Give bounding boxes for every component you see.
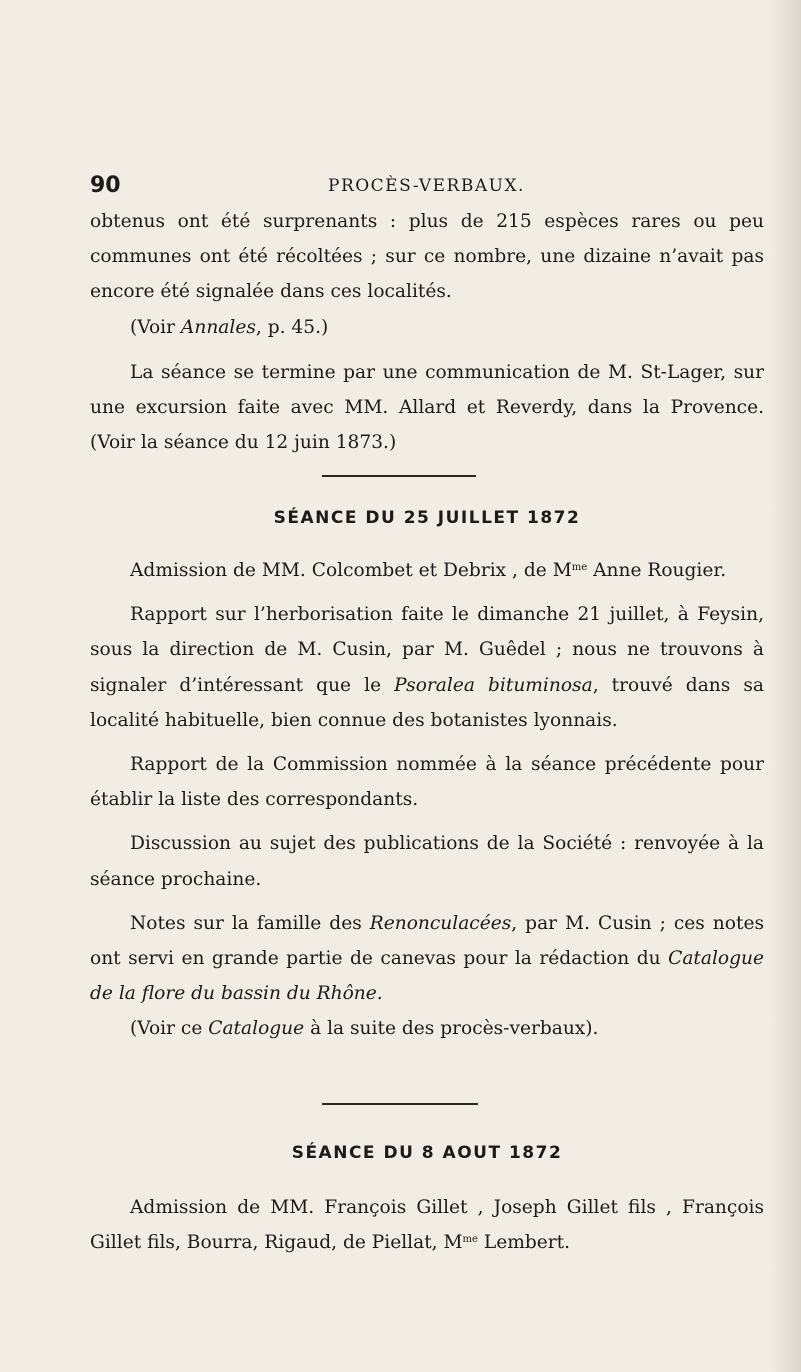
catalogue-title: Catalogue de la flore du bassin du Rhône. xyxy=(90,948,764,1005)
section-heading-25-juillet: SÉANCE DU 25 JUILLET 1872 xyxy=(273,508,581,528)
session-25-juillet-body xyxy=(90,553,764,1047)
paragraph-discussion: Discussion au sujet des publications de la Société : renvoyée à la séance prochaine. xyxy=(90,833,764,890)
section-divider-rule xyxy=(322,1103,478,1105)
paragraph-admission: Admission de MM. François Gillet , Joseph Gillet fils , François Gillet fils, Bourra, Rigaud, de Piellat, $M^{me}$ Lembert. xyxy=(90,1197,764,1254)
paragraph-commission-report: Rapport de la Commission nommée à la séance précédente pour établir la liste des correspondants. xyxy=(90,754,764,811)
paragraph-herborisation-report: Rapport sur l’herborisation faite le dimanche 21 juillet, à Feysin, sous la direction de M. Cusin, par M. Guêdel ; nous ne trouvons à signaler d’intéressant que le Psoralea bituminosa, trouvé dans sa localité habituelle, bien connue des botanistes lyonnais. xyxy=(90,604,765,731)
paragraph-results: obtenus ont été surprenants : plus de 215 espèces rares ou peu communes ont été récoltées ; sur ce nombre, une dizaine n’avait pas encore été signalée dans ces localités. xyxy=(90,211,764,303)
paragraph-notes: Notes sur la famille des Renonculacées, par M. Cusin ; ces notes ont servi en grande partie de canevas pour la rédaction du Catalogue de la flore du bassin du Rhône. xyxy=(90,912,764,1005)
page-number: 90 xyxy=(90,173,121,198)
paragraph-st-lager: La séance se termine par une communication de M. St-Lager, sur une excursion faite avec MM. Allard et Reverdy, dans la Provence. (Voir la séance du 12 juin 1873.) xyxy=(90,361,764,454)
page-edge-shadow xyxy=(771,0,801,1372)
paragraph-see-catalogue: (Voir ce Catalogue à la suite des procès-verbaux). xyxy=(130,1018,599,1040)
session-8-aout-body xyxy=(90,1190,764,1260)
species-name: Psoralea bituminosa xyxy=(394,674,593,696)
section-heading-8-aout: SÉANCE DU 8 AOUT 1872 xyxy=(291,1143,563,1163)
page-header xyxy=(90,173,760,203)
running-title: PROCÈS-VERBAUX. xyxy=(328,176,525,196)
family-name: Renonculacées xyxy=(369,912,512,934)
paragraph-admission: Admission de MM. Colcombet et Debrix , de $M^{me}$ Anne Rougier. xyxy=(130,560,727,581)
paragraph-see-annales: (Voir Annales, p. 45.) xyxy=(130,316,329,338)
annales-title: Annales xyxy=(180,316,256,338)
catalogue-ref: Catalogue xyxy=(208,1018,305,1040)
continuation-text xyxy=(90,204,764,460)
section-divider-rule xyxy=(322,475,476,477)
